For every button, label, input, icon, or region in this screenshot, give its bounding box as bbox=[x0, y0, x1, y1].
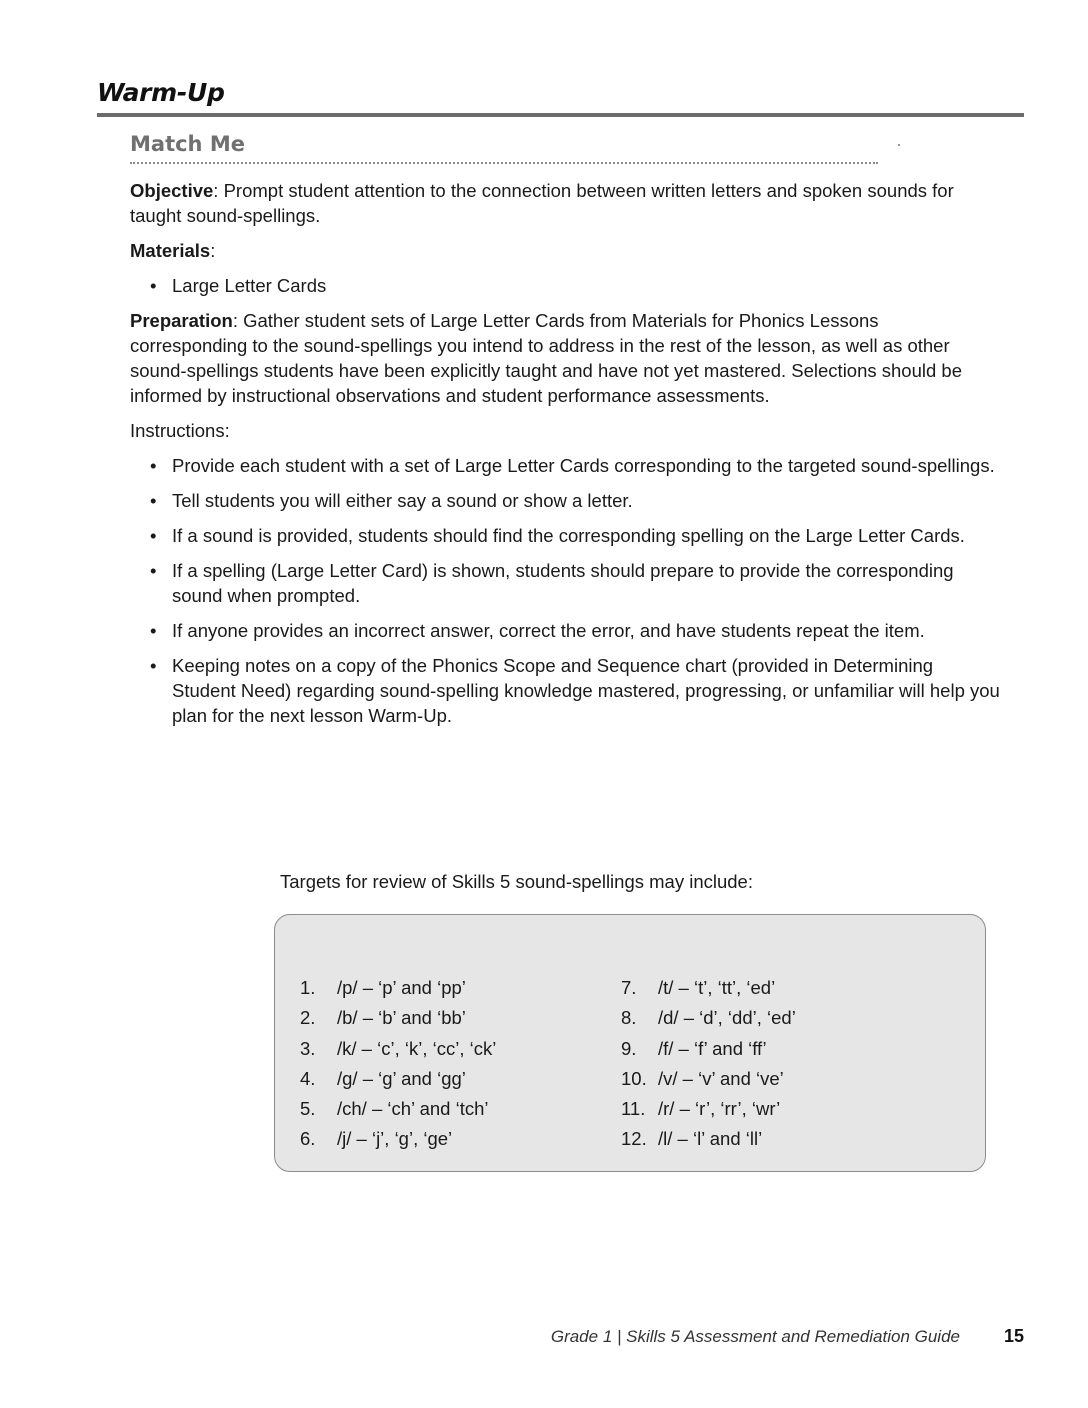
target-text: /ch/ – ‘ch’ and ‘tch’ bbox=[337, 1098, 489, 1120]
target-row bbox=[300, 1005, 496, 1035]
target-text: /l/ – ‘l’ and ‘ll’ bbox=[658, 1128, 763, 1150]
target-text: /k/ – ‘c’, ‘k’, ‘cc’, ‘ck’ bbox=[337, 1037, 497, 1059]
target-row bbox=[621, 1005, 796, 1035]
list-item: • Keeping notes on a copy of the Phonics Scope and Sequence chart (provided in Determining Student Need) regarding sound-spelling knowledge mastered, progressing, or unfamiliar will help you plan for the next lesson Warm-Up. bbox=[130, 653, 1000, 728]
targets-right-column bbox=[621, 975, 796, 1157]
targets-intro: Targets for review of Skills 5 sound-spellings may include: bbox=[280, 871, 753, 892]
target-number: 2. bbox=[300, 1007, 316, 1029]
page-number: 15 bbox=[1004, 1326, 1025, 1346]
preparation-label: Preparation bbox=[130, 310, 233, 331]
materials-heading bbox=[130, 238, 1000, 263]
target-text: /r/ – ‘r’, ‘rr’, ‘wr’ bbox=[658, 1098, 781, 1120]
target-row bbox=[300, 1066, 496, 1096]
footer-title: Grade 1 | Skills 5 Assessment and Remediation Guide bbox=[550, 1327, 960, 1346]
target-number: 3. bbox=[300, 1037, 316, 1059]
target-text: /v/ – ‘v’ and ‘ve’ bbox=[658, 1067, 784, 1089]
target-row bbox=[300, 975, 496, 1005]
target-text: /d/ – ‘d’, ‘dd’, ‘ed’ bbox=[658, 1007, 796, 1029]
list-item: • Provide each student with a set of Large Letter Cards corresponding to the targeted sound-spellings. bbox=[130, 453, 1000, 478]
target-row bbox=[621, 1126, 796, 1156]
target-row bbox=[621, 1066, 796, 1096]
title-rule bbox=[97, 113, 1024, 117]
list-item: • If a sound is provided, students should find the corresponding spelling on the Large Letter Cards. bbox=[130, 523, 1000, 548]
target-text: /b/ – ‘b’ and ‘bb’ bbox=[337, 1007, 466, 1029]
target-number: 1. bbox=[300, 977, 316, 998]
target-row bbox=[300, 1126, 496, 1156]
instructions-list bbox=[130, 453, 1000, 728]
targets-box bbox=[274, 914, 986, 1172]
objective-label: Objective bbox=[130, 180, 214, 201]
target-number: 12. bbox=[621, 1128, 647, 1150]
materials-colon: : bbox=[210, 240, 216, 261]
target-text: /g/ – ‘g’ and ‘gg’ bbox=[337, 1067, 466, 1089]
lesson-content bbox=[130, 178, 1000, 738]
target-number: 11. bbox=[621, 1098, 646, 1120]
section-dotted-rule bbox=[130, 162, 878, 164]
page-title: Warm-Up bbox=[97, 78, 225, 107]
target-number: 8. bbox=[621, 1007, 637, 1029]
stray-mark bbox=[898, 144, 900, 146]
target-row bbox=[300, 1096, 496, 1126]
target-text: /t/ – ‘t’, ‘tt’, ‘ed’ bbox=[658, 977, 776, 998]
target-row bbox=[300, 1036, 496, 1066]
targets-left-column bbox=[300, 975, 496, 1157]
objective-paragraph bbox=[130, 178, 1000, 228]
list-item: • Large Letter Cards bbox=[130, 273, 1000, 298]
target-number: 9. bbox=[621, 1037, 637, 1059]
target-row bbox=[621, 1036, 796, 1066]
target-text: /j/ – ‘j’, ‘g’, ‘ge’ bbox=[337, 1128, 453, 1150]
target-text: /f/ – ‘f’ and ‘ff’ bbox=[658, 1037, 767, 1059]
target-number: 10. bbox=[621, 1067, 647, 1089]
target-number: 7. bbox=[621, 977, 637, 998]
target-row bbox=[621, 1096, 796, 1126]
target-number: 4. bbox=[300, 1067, 316, 1089]
list-item: • Tell students you will either say a sound or show a letter. bbox=[130, 488, 1000, 513]
list-item: • If anyone provides an incorrect answer, correct the error, and have students repeat the item. bbox=[130, 618, 1000, 643]
objective-text: : Prompt student attention to the connection between written letters and spoken sounds for taught sound-spellings. bbox=[130, 180, 954, 226]
instructions-heading: Instructions: bbox=[130, 420, 230, 441]
target-row bbox=[621, 975, 796, 1005]
preparation-text: : Gather student sets of Large Letter Cards from Materials for Phonics Lessons corresponding to the sound-spellings you intend to address in the rest of the lesson, as well as other sound-spellings students have been explicitly taught and have not yet mastered. Selections should be informed by instructional observations and student performance assessments. bbox=[130, 310, 963, 406]
list-item: • If a spelling (Large Letter Card) is shown, students should prepare to provide the corresponding sound when prompted. bbox=[130, 558, 1000, 608]
target-text: /p/ – ‘p’ and ‘pp’ bbox=[337, 977, 466, 998]
target-number: 6. bbox=[300, 1128, 316, 1150]
materials-list bbox=[130, 273, 1000, 298]
preparation-paragraph bbox=[130, 308, 1000, 408]
target-number: 5. bbox=[300, 1098, 316, 1120]
materials-label: Materials bbox=[130, 240, 211, 261]
section-title: Match Me bbox=[130, 132, 245, 156]
